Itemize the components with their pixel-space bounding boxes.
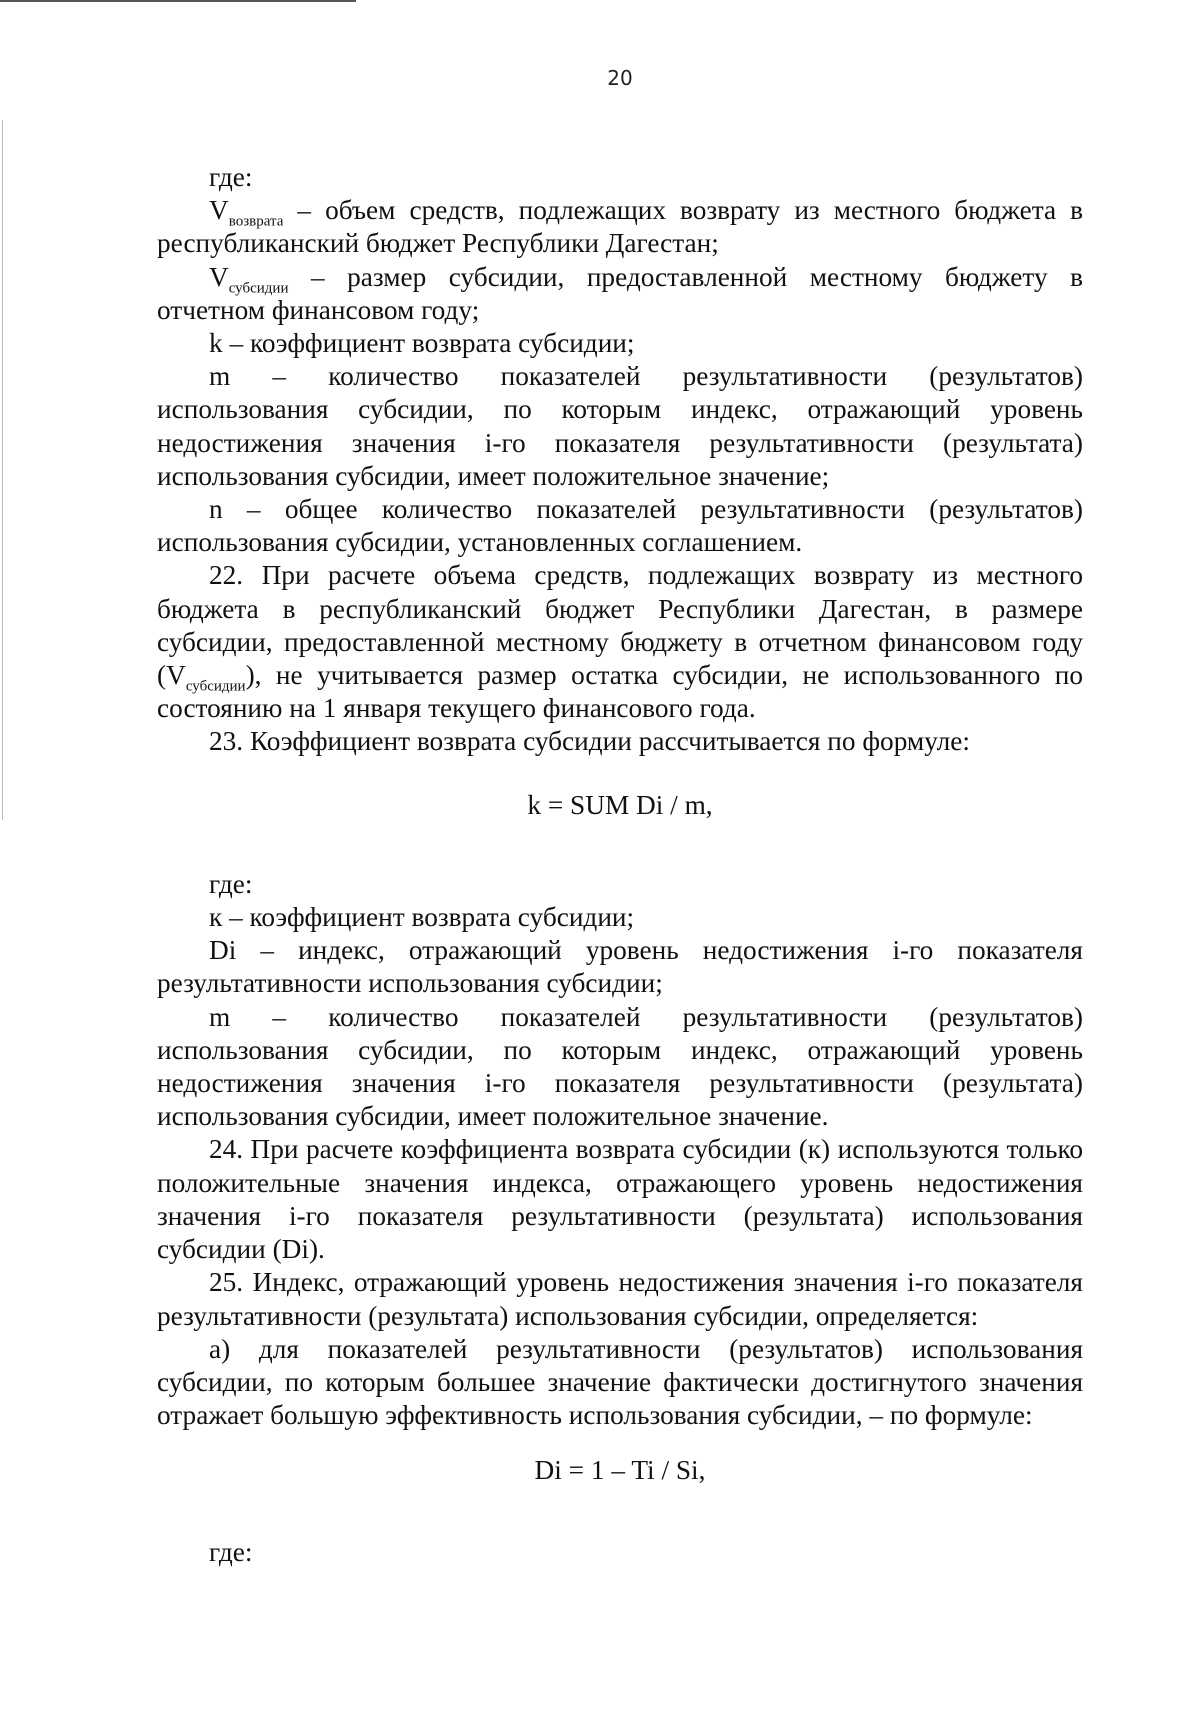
paragraph-v-subsidy — [157, 261, 1083, 327]
paragraph-k-definition: k – коэффициент возврата субсидии; — [209, 328, 635, 359]
clause-24: 24. При расчете коэффициента возврата субсидии (к) используются только положительные значения индекса, отражающего уровень недостижения значения i-го показателя результативности (результата) использования субсидии (Di). — [157, 1134, 1083, 1265]
paragraph-where-1: где: — [209, 162, 253, 192]
formula-di: Di = 1 – Ti / Si, — [534, 1455, 706, 1486]
paragraph-v-return — [157, 194, 1083, 260]
var-v: V — [209, 261, 229, 292]
clause-23: 23. Коэффициент возврата субсидии рассчитывается по формуле: — [209, 726, 970, 757]
var-subscript: субсидии — [228, 280, 289, 297]
paragraph-k-definition-2: к – коэффициент возврата субсидии; — [209, 902, 635, 933]
var-subscript: субсидии — [185, 678, 246, 695]
paragraph-m-definition-2: m – количество показателей результативности (результатов) использования субсидии, по которым индекс, отражающий уровень недостижения значения i-го показателя результативности (результата) использования субсидии, имеет положительное значение. — [157, 1001, 1083, 1132]
paragraph-where-2: где: — [209, 868, 253, 899]
scan-artifact-line — [0, 0, 356, 2]
paragraph-where-3: где: — [209, 1536, 253, 1567]
clause-25: 25. Индекс, отражающий уровень недостижения значения i-го показателя результативности (результата) использования субсидии, определяется: — [157, 1267, 1083, 1331]
var-subscript: возврата — [228, 213, 284, 230]
definition-text: – размер субсидии, предоставленной местному бюджету в отчетном финансовом году; — [157, 261, 1083, 325]
scan-artifact-edge — [2, 120, 3, 820]
clause-22: 22. При расчете объема средств, подлежащих возврату из местного бюджета в республиканский бюджет Республики Дагестан, в размере субсидии, предоставленной местному бюджету в отчетном финансовом году $(V_{субсидии})$, не учитывается размер остатка субсидии, не использованного по состоянию на 1 января текущего финансового года. — [157, 560, 1083, 724]
var-v: V — [209, 195, 229, 226]
paragraph-m-definition: m – количество показателей результативности (результатов) использования субсидии, по которым индекс, отражающий уровень недостижения значения i-го показателя результативности (результата) использования субсидии, имеет положительное значение; — [157, 361, 1083, 491]
paragraph-n-definition: n – общее количество показателей результативности (результатов) использования субсидии, установленных соглашением. — [157, 494, 1083, 558]
definition-text: – объем средств, подлежащих возврату из местного бюджета в республиканский бюджет Республики Дагестан; — [157, 195, 1083, 259]
clause-25-a: а) для показателей результативности (результатов) использования субсидии, по которым большее значение фактически достигнутого значения отражает большую эффективность использования субсидии, – по формуле: — [157, 1333, 1083, 1431]
page-number: 20 — [607, 66, 633, 90]
formula-k: k = SUM Di / m, — [527, 789, 713, 820]
paragraph-di-definition: Di – индекс, отражающий уровень недостижения i-го показателя результативности использования субсидии; — [157, 935, 1083, 999]
document-body — [157, 161, 1083, 1569]
